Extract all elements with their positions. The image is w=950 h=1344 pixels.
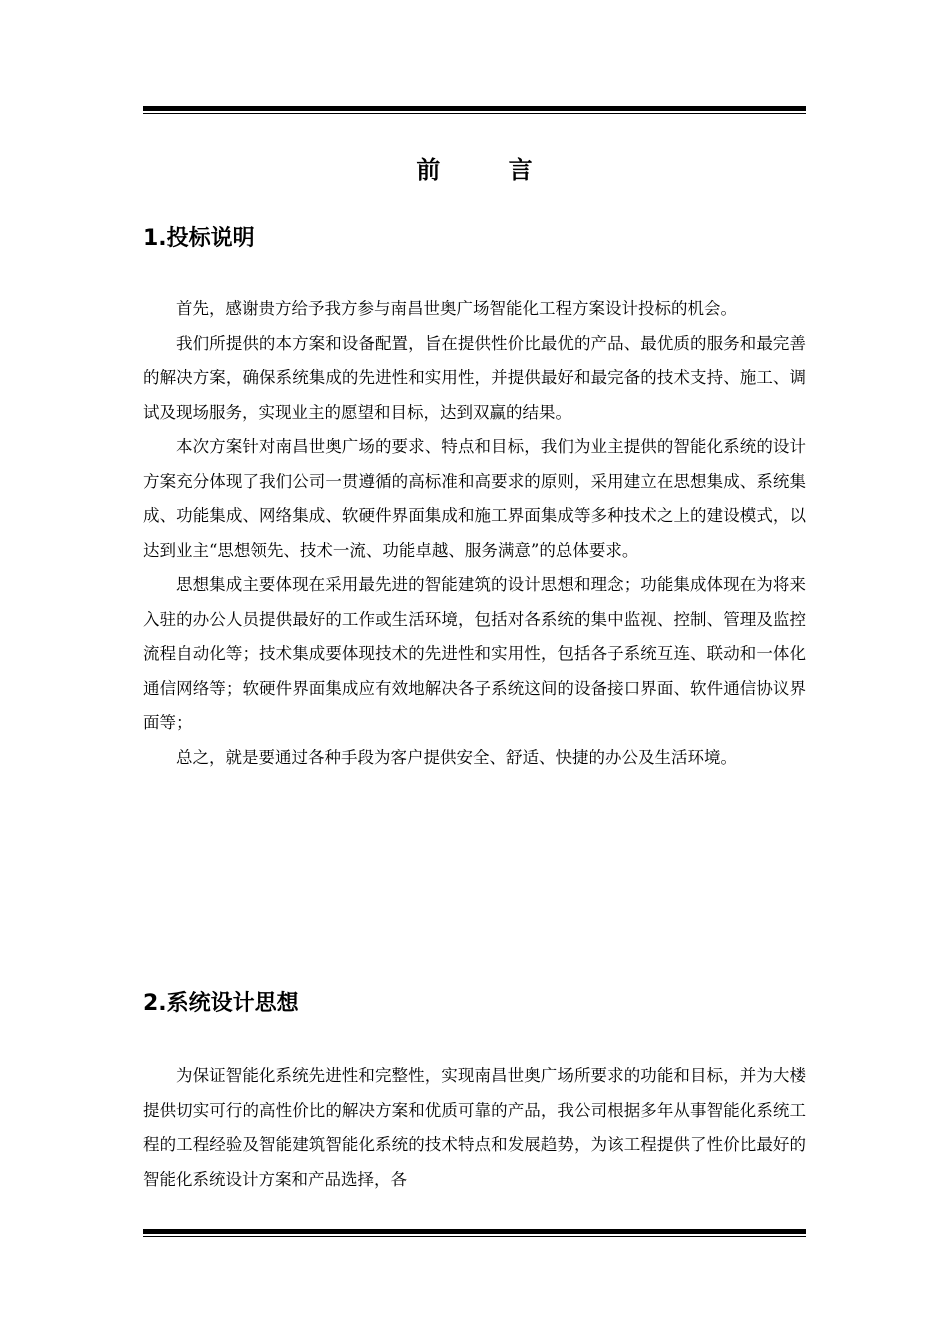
section-body-bid-description — [143, 292, 806, 775]
paragraph: 本次方案针对南昌世奥广场的要求、特点和目标，我们为业主提供的智能化系统的设计方案充分体现了我们公司一贯遵循的高标准和高要求的原则，采用建立在思想集成、系统集成、功能集成、网络集成、软硬件界面集成和施工界面集成等多种技术之上的建设模式，以达到业主“思想领先、技术一流、功能卓越、服务满意”的总体要求。 — [143, 437, 806, 560]
section-body-system-design — [143, 1059, 806, 1197]
paragraph: 总之，就是要通过各种手段为客户提供安全、舒适、快捷的办公及生活环境。 — [176, 747, 737, 767]
header-rule — [143, 106, 806, 114]
footer-rule-thin-line — [143, 1236, 806, 1237]
header-rule-thin-line — [143, 113, 806, 114]
page-title: 前 言 — [416, 156, 563, 184]
paragraph: 思想集成主要体现在采用最先进的智能建筑的设计思想和理念；功能集成体现在为将来入驻的办公人员提供最好的工作或生活环境，包括对各系统的集中监视、控制、管理及监控流程自动化等；技术集成要体现技术的先进性和实用性，包括各子系统互连、联动和一体化通信网络等；软硬件界面集成应有效地解决各子系统这间的设备接口界面、软件通信协议界面等； — [143, 575, 806, 732]
paragraph: 为保证智能化系统先进性和完整性，实现南昌世奥广场所要求的功能和目标，并为大楼提供切实可行的高性价比的解决方案和优质可靠的产品，我公司根据多年从事智能化系统工程的工程经验及智能建筑智能化系统的技术特点和发展趋势，为该工程提供了性价比最好的智能化系统设计方案和产品选择，各 — [143, 1066, 806, 1189]
section-heading-system-design: 2.系统设计思想 — [143, 991, 299, 1016]
footer-rule — [143, 1229, 806, 1237]
paragraph: 我们所提供的本方案和设备配置，旨在提供性价比最优的产品、最优质的服务和最完善的解决方案，确保系统集成的先进性和实用性，并提供最好和最完备的技术支持、施工、调试及现场服务，实现业主的愿望和目标，达到双赢的结果。 — [143, 333, 806, 422]
paragraph: 首先，感谢贵方给予我方参与南昌世奥广场智能化工程方案设计投标的机会。 — [176, 299, 737, 318]
section-heading-bid-description: 1.投标说明 — [143, 226, 255, 251]
